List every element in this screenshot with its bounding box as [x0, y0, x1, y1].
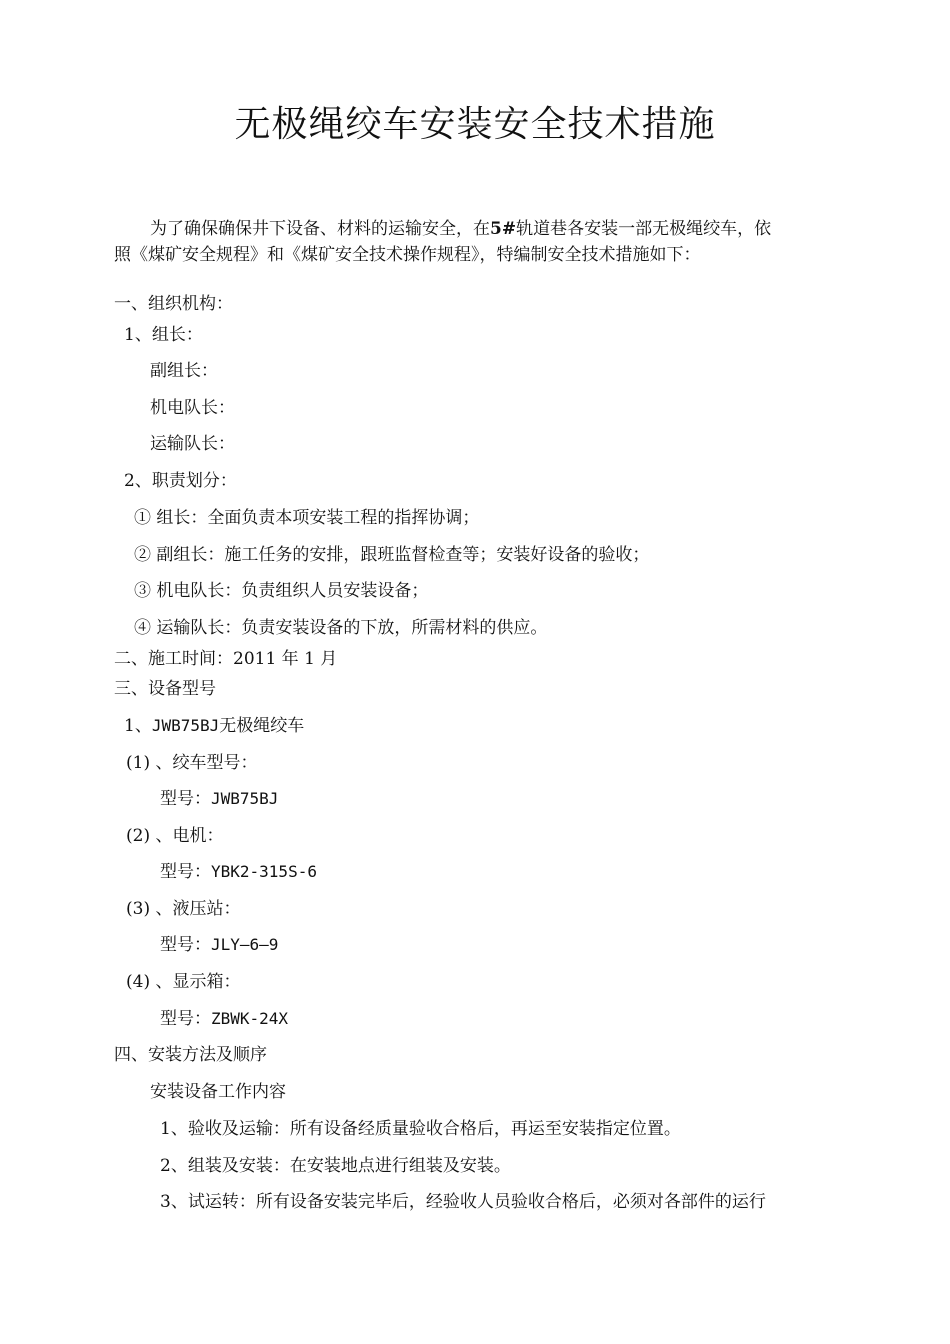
installation-step-2: 2、组装及安装：在安装地点进行组装及安装。	[160, 1156, 511, 1176]
hydraulic-station-heading: (3) 、液压站：	[126, 899, 241, 919]
duty-item-4: ④ 运输队长：负责安装设备的下放，所需材料的供应。	[134, 618, 548, 638]
display-box-model-label: 型号：	[160, 1009, 211, 1029]
duty-item-1: ① 组长：全面负责本项安装工程的指挥协调；	[134, 508, 480, 528]
transport-captain-label: 运输队长：	[150, 434, 235, 454]
equipment-item-1	[124, 711, 304, 736]
deputy-leader-label: 副组长：	[150, 361, 218, 381]
motor-heading: (2) 、电机：	[126, 826, 224, 846]
equipment-item-1-number: 1、	[124, 716, 152, 736]
leader-label: 1、组长：	[124, 325, 203, 345]
intro-line-1-part-a: 为了确保确保井下设备、材料的运输安全，在	[150, 219, 490, 239]
installation-step-1: 1、验收及运输：所有设备经质量验收合格后，再运至安装指定位置。	[160, 1119, 681, 1139]
electro-captain-label: 机电队长：	[150, 398, 235, 418]
equipment-item-1-code: JWB75BJ	[151, 716, 220, 735]
equipment-item-1-text: 无极绳绞车	[219, 716, 305, 736]
duties-heading: 2、职责划分：	[124, 471, 237, 491]
intro-line-1	[150, 214, 771, 239]
installation-step-3: 3、试运转：所有设备安装完毕后，经验收人员验收合格后，必须对各部件的运行	[160, 1192, 766, 1212]
display-box-model-line	[160, 1004, 288, 1029]
hydraulic-model-value: JLY—6—9	[211, 935, 279, 954]
section-4-heading: 四、安装方法及顺序	[114, 1045, 267, 1065]
intro-line-1-part-b: 5#	[490, 219, 517, 239]
winch-model-line	[160, 784, 278, 809]
document-title: 无极绳绞车安装安全技术措施	[234, 104, 716, 145]
intro-line-2: 照《煤矿安全规程》和《煤矿安全技术操作规程》，特编制安全技术措施如下：	[114, 245, 701, 265]
intro-line-1-part-c: 轨道巷各安装一部无极绳绞车，依	[516, 219, 772, 239]
winch-model-heading: (1) 、绞车型号：	[126, 753, 258, 773]
section-3-heading: 三、设备型号	[114, 679, 216, 699]
motor-model-value: YBK2-315S-6	[211, 862, 317, 881]
winch-model-value: JWB75BJ	[211, 789, 279, 808]
installation-content-title: 安装设备工作内容	[150, 1082, 286, 1102]
display-box-heading: (4) 、显示箱：	[126, 972, 241, 992]
section-2-heading: 二、施工时间：2011 年 1 月	[114, 649, 338, 669]
duty-item-2: ② 副组长：施工任务的安排，跟班监督检查等；安装好设备的验收；	[134, 545, 650, 565]
display-box-model-value: ZBWK-24X	[211, 1009, 289, 1028]
motor-model-label: 型号：	[160, 862, 211, 882]
hydraulic-model-line	[160, 930, 278, 955]
section-1-heading: 一、组织机构：	[114, 294, 233, 314]
winch-model-label: 型号：	[160, 789, 211, 809]
motor-model-line	[160, 857, 317, 882]
duty-item-3: ③ 机电队长：负责组织人员安装设备；	[134, 581, 429, 601]
hydraulic-model-label: 型号：	[160, 935, 211, 955]
